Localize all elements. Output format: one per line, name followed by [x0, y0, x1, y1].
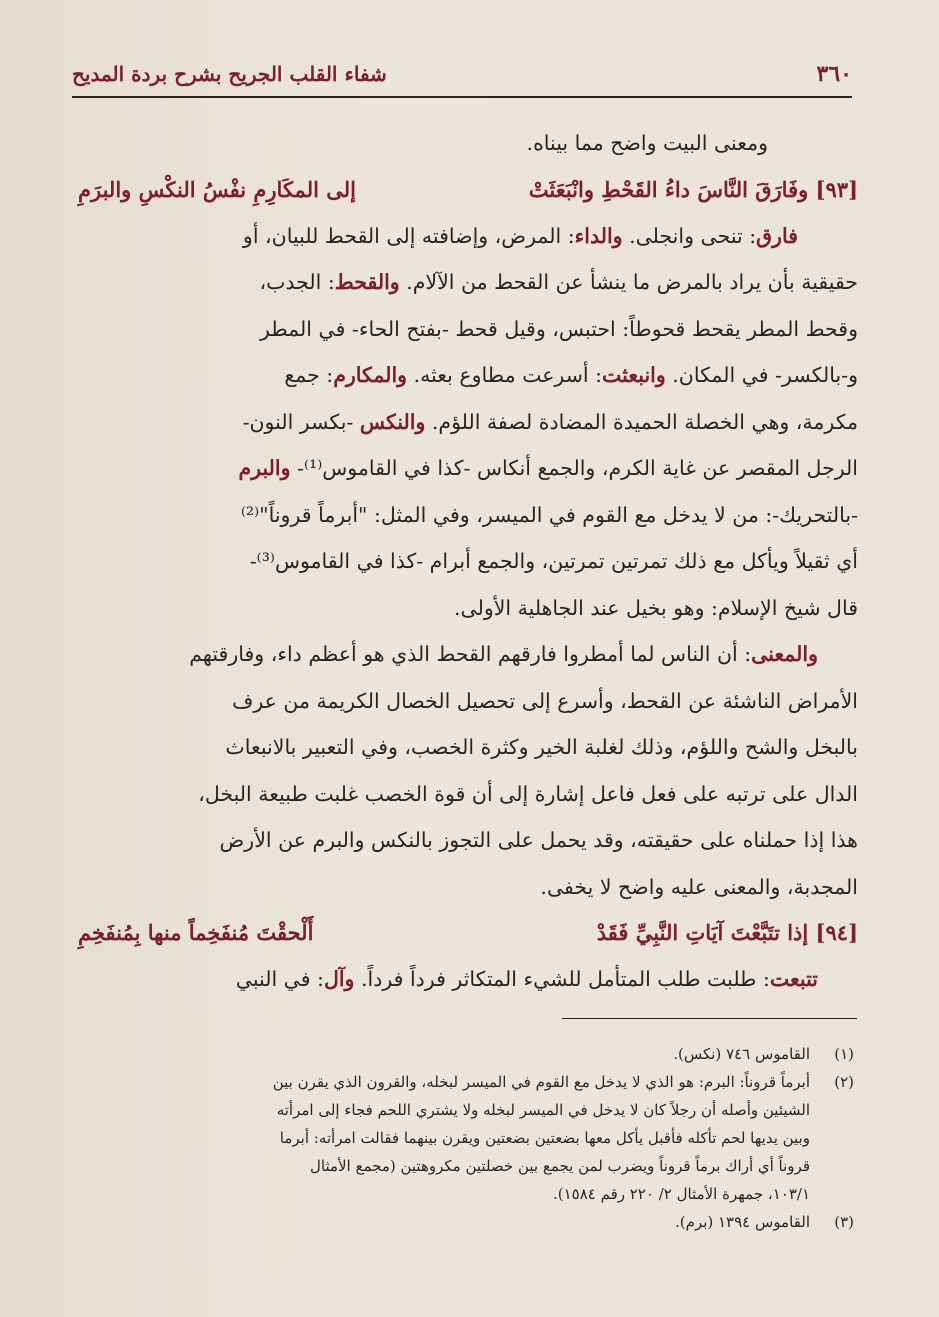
footnote-2-continuation: ١٠٣/١، جمهرة الأمثال ٢/ ٢٢٠ رقم ١٥٨٤). [552, 1185, 810, 1203]
term-definition: : جمع [284, 363, 334, 387]
term: والقحط [334, 270, 400, 294]
text-line [78, 352, 858, 399]
term: وآل [323, 967, 355, 991]
text-line: الدال على ترتبه على فعل فاعل إشارة إلى أن قوة الخصب غلبت طبيعة البخل، [198, 781, 858, 806]
footnote-3 [90, 1208, 854, 1236]
footnote-2-continuation: الشيئين وأصله أن رجلاً كان لا يدخل في الميسر لبخله ولا يشتري اللحم فجاء إلى امرأته [276, 1101, 810, 1119]
text-line: وقحط المطر يقحط قحوطاً: احتبس، وقيل قحط -بفتح الحاء- في المطر [260, 316, 858, 341]
term-definition: : أسرعت مطاوع بعثه. [407, 363, 603, 387]
page-header [72, 52, 852, 98]
text-line [78, 213, 858, 260]
term-definition: و-بالكسر- في المكان. [665, 363, 858, 387]
verse-94-first-hemistich: [٩٤] إذا تتَبَّعْتَ آيَاتِ النَّبِيِّ فَقَدْ [596, 920, 858, 945]
footnote-number: (٣) [834, 1213, 854, 1231]
term: والمكارم [333, 363, 408, 387]
text-line [78, 259, 858, 306]
text-line: هذا إذا حملناه على حقيقته، وقد يحمل على التجوز بالنكس والبرم عن الأرض [219, 828, 858, 852]
term-definition: حقيقية بأن يراد بالمرض ما ينشأ عن القحط من الآلام. [399, 270, 858, 294]
verse-93-first-hemistich: [٩٣] وفَارَقَ النَّاسَ داءُ القَحْطِ وانْبَعَثَتْ [528, 176, 858, 202]
verse-94-second-hemistich: أَلْحقْتَ مُنفَخِماً منها بِمُنفَخِمِ [78, 920, 314, 945]
verse-94 [78, 910, 858, 956]
term: والمعنى [751, 642, 818, 666]
text-line [78, 445, 858, 492]
page-number: ٣٦٠ [816, 61, 852, 87]
term: والبرم [238, 456, 291, 480]
term-definition: : أن الناس لما أمطروا فارقهم القحط الذي هو أعظم داء، وفارقتهم [189, 642, 752, 666]
text-line [78, 956, 858, 1003]
footnote-text: القاموس ١٣٩٤ (برم). [675, 1213, 810, 1231]
text-line: قال شيخ الإسلام: وهو بخيل عند الجاهلية الأولى. [453, 595, 858, 620]
verse-93-second-hemistich: إلى المكَارِمِ نفْسُ النكْسِ والبرَمِ [78, 176, 356, 202]
term-definition: : في النبي [235, 967, 324, 991]
main-text [78, 120, 858, 1003]
term-definition: الرجل المقصر عن غاية الكرم، والجمع أنكاس -كذا في القاموس⁽¹⁾- [290, 456, 858, 480]
verse-93 [78, 167, 858, 213]
footnote-text: القاموس ٧٤٦ (نكس). [673, 1045, 810, 1063]
term: والداء [574, 223, 623, 248]
footnote-1 [90, 1040, 854, 1068]
footnote-number: (١) [834, 1045, 854, 1063]
footnote-number: (٢) [834, 1073, 854, 1091]
term-definition: -بكسر النون- [242, 409, 360, 434]
text-line: بالبخل والشح واللؤم، وذلك لغلبة الخير وكثرة الخصب، وفي التعبير بالانبعاث [225, 735, 858, 759]
term-definition: : الجدب، [259, 270, 335, 294]
footnote-2-continuation: وبين يديها لحم تأكله فأقبل يأكل معها بضعتين بضعتين ويقرن بينهما فقالت امرأته: أبرما [279, 1129, 810, 1147]
footnote-2-continuation: قروناً أي أراك برماً قروناً ويضرب لمن يجمع بين خصلتين مكروهتين (مجمع الأمثال [309, 1157, 810, 1175]
footnote-2 [90, 1068, 854, 1096]
term: فارق [756, 223, 798, 248]
text-line [78, 631, 858, 678]
term: والنكس [359, 409, 426, 434]
text-line: أي ثقيلاً ويأكل مع ذلك تمرتين تمرتين، والجمع أبرام -كذا في القاموس⁽³⁾- [249, 549, 858, 573]
text-line: الأمراض الناشئة عن القحط، وأسرع إلى تحصيل الخصال الكريمة من عرف [232, 688, 858, 713]
term: وانبعثت [602, 363, 666, 387]
term: تتبعت [769, 967, 818, 991]
text-line: -بالتحريك-: من لا يدخل مع القوم في الميسر، وفي المثل: "أبرماً قروناً"⁽²⁾ [240, 502, 858, 527]
term-definition: : المرض، وإضافته إلى القحط للبيان، أو [242, 223, 575, 248]
running-title: شفاء القلب الجريح بشرح بردة المديح [72, 62, 387, 86]
text-line: ومعنى البيت واضح مما بيناه. [526, 131, 768, 155]
text-line: المجدبة، والمعنى عليه واضح لا يخفى. [540, 874, 858, 899]
footnote-divider [562, 1018, 857, 1019]
footnote-text: أبرماً قروناً: البرم: هو الذي لا يدخل مع القوم في الميسر لبخله، والقرون الذي يقرن بين [272, 1073, 810, 1091]
term-definition: مكرمة، وهي الخصلة الحميدة المضادة لصفة اللؤم. [425, 409, 858, 434]
term-definition: : تنحى وانجلى. [622, 223, 757, 248]
footnotes [90, 1040, 854, 1236]
text-line [78, 399, 858, 446]
term-definition: : طلبت طلب المتأمل للشيء المتكاثر فرداً فرداً. [354, 967, 770, 991]
